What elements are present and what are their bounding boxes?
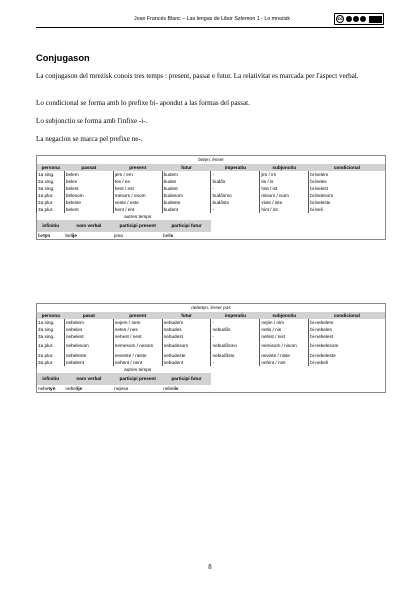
verbal-noun-cell: nebelije	[65, 385, 83, 391]
table-cell: veste / este	[113, 199, 162, 206]
table-cell: budeste	[162, 199, 211, 206]
table-cell: bi-beleste	[309, 199, 386, 206]
future-participle-cell: nebeliv	[163, 385, 179, 391]
table-cell: bi-belest	[309, 185, 386, 192]
table-cell: nehest / nest	[113, 333, 162, 340]
table-cell: bi-belem	[309, 171, 386, 178]
table-cell: -	[211, 185, 260, 192]
header-divider	[36, 27, 384, 28]
table-cell: nebeles	[64, 326, 113, 333]
table-cell: -	[211, 171, 260, 178]
column-header: pasat	[64, 312, 113, 319]
table-cell: tis / is	[260, 178, 309, 185]
column-header: condicional	[309, 164, 386, 171]
table-cell: belem	[64, 171, 113, 178]
table-cell: budős	[211, 178, 260, 185]
verbal-noun-cell: belije	[65, 232, 77, 238]
table-cell: nehint / nint	[260, 359, 309, 366]
table-cell: jim / im	[260, 171, 309, 178]
table-caption: nebetyn, èsser pas	[191, 305, 231, 311]
table-cell: bi-nebeleste	[309, 352, 386, 359]
column-header: participi futur	[162, 373, 211, 385]
table-cell: -	[211, 359, 260, 366]
table-row	[37, 171, 386, 178]
table-cell: nebelent	[64, 359, 113, 366]
column-header: present	[113, 164, 162, 171]
conjugation-table-betyn	[36, 155, 386, 240]
table-cell: 1a sing.	[37, 319, 65, 326]
table-cell: bi-beli	[309, 206, 386, 213]
table-cell: nebudősmo	[211, 340, 260, 352]
column-header: participi futur	[162, 220, 211, 232]
column-header: infinitiu	[37, 220, 65, 232]
column-header: participi present	[113, 373, 162, 385]
table-row	[37, 359, 386, 366]
column-header: subjonctiu	[260, 164, 309, 171]
table-cell: -	[211, 319, 260, 326]
table-cell: nebeleste	[64, 352, 113, 359]
table-cell: 1a sing.	[37, 171, 65, 178]
column-header: infinitiu	[37, 373, 65, 385]
table-cell: hint / int	[260, 206, 309, 213]
table-cell: nehent / nent	[113, 359, 162, 366]
table-cell: nebudest	[162, 333, 211, 340]
table-cell: nebudes	[162, 326, 211, 333]
infinitive-cell: nebetyn	[38, 385, 56, 391]
table-cell: 3a sing.	[37, 185, 65, 192]
table-row	[37, 232, 386, 240]
table-row	[37, 199, 386, 206]
future-participle-cell: beliv	[163, 232, 174, 238]
table-row	[37, 340, 386, 352]
table-cell: nemesom / nesom	[113, 340, 162, 352]
table-cell: 2a plur.	[37, 352, 65, 359]
table-cell: beleste	[64, 199, 113, 206]
column-header: futur	[162, 164, 211, 171]
table-cell: bi-beles	[309, 178, 386, 185]
column-header: present	[113, 312, 162, 319]
table-cell: hist / ist	[260, 185, 309, 192]
table-row	[37, 385, 386, 393]
column-header: persona	[37, 164, 65, 171]
table-cell: nebudeste	[162, 352, 211, 359]
table-cell: mesom / esom	[113, 192, 162, 199]
table-row	[37, 206, 386, 213]
table-cell: bi-nebeli	[309, 359, 386, 366]
table-row	[37, 192, 386, 199]
present-participle-cell: nejesa	[114, 385, 129, 391]
table-cell: nehist / nist	[260, 333, 309, 340]
column-header: nom verbal	[64, 373, 113, 385]
column-header: futur	[162, 312, 211, 319]
license-attribution-icons	[346, 16, 366, 22]
table-cell: 3a plur.	[37, 359, 65, 366]
table-row	[37, 319, 386, 326]
paragraph-subjunctive: Lo subjonctiu se forma amb l'infixe -i-.	[36, 117, 148, 125]
present-participle-cell: jesa	[114, 232, 123, 238]
column-header: subjonctiu	[260, 312, 309, 319]
table-cell: budem	[162, 171, 211, 178]
sub-caption: autres temps	[124, 213, 152, 219]
paragraph-conditional: Lo condicional se forma amb lo prefixe bi- apondut a las formas del passat.	[36, 99, 250, 107]
table-cell: budent	[162, 206, 211, 213]
table-cell: netes / nes	[113, 326, 162, 333]
table-cell: misom / isom	[260, 192, 309, 199]
table-cell: nebelem	[64, 319, 113, 326]
table-cell: nebelest	[64, 333, 113, 340]
table-row	[37, 185, 386, 192]
table-row	[37, 333, 386, 340]
table-cell: 1a plur.	[37, 192, 65, 199]
table-cell: 2a sing.	[37, 326, 65, 333]
sub-caption: autres temps	[124, 366, 152, 372]
table-cell: nebudősto	[211, 352, 260, 359]
table-cell: bi-nebeles	[309, 326, 386, 333]
table-cell: belesom	[64, 192, 113, 199]
table-cell: budősmo	[211, 192, 260, 199]
table-caption: betyn, èsser	[198, 157, 224, 163]
page-number: 8	[208, 564, 212, 571]
table-cell: tes / es	[113, 178, 162, 185]
table-cell: budősto	[211, 199, 260, 206]
table-cell: bi-nebelem	[309, 319, 386, 326]
table-cell: 2a sing.	[37, 178, 65, 185]
table-cell: belent	[64, 206, 113, 213]
table-cell: budest	[162, 185, 211, 192]
table-cell: viste / iste	[260, 199, 309, 206]
column-header: imperatiu	[211, 164, 260, 171]
table-cell: nemisom / nisom	[260, 340, 309, 352]
table-cell: jem / em	[113, 171, 162, 178]
table-cell: nejim / nim	[260, 319, 309, 326]
table-cell: 3a plur.	[37, 206, 65, 213]
table-cell: 2a plur.	[37, 199, 65, 206]
table-cell: 3a sing.	[37, 333, 65, 340]
table-cell: nebudesom	[162, 340, 211, 352]
table-row	[37, 178, 386, 185]
cc-logo-icon: cc	[337, 16, 343, 22]
table-cell: bi-nebelest	[309, 333, 386, 340]
table-cell: hent / ent	[113, 206, 162, 213]
table-cell: beles	[64, 178, 113, 185]
table-cell: neveste / neste	[113, 352, 162, 359]
table-cell: nebudem	[162, 319, 211, 326]
column-header: condicional	[309, 312, 386, 319]
conjugation-table-nebetyn	[36, 303, 386, 393]
infinitive-cell: betyn	[38, 232, 51, 238]
table-cell: neviste / niste	[260, 352, 309, 359]
table-cell: netis / nis	[260, 326, 309, 333]
table-cell: nebudent	[162, 359, 211, 366]
paragraph-negation: La negacion se marca pel prefixe ne-.	[36, 135, 143, 143]
page-header: Joan Francés Blanc – Las lengas de Libor Sztemon 1 - Lo mrezisk	[133, 16, 291, 22]
table-cell: budesom	[162, 192, 211, 199]
column-header: passat	[64, 164, 113, 171]
cc-license-icon	[334, 13, 384, 25]
table-cell: hest / est	[113, 185, 162, 192]
column-header: participi present	[113, 220, 162, 232]
table-cell: nebelesom	[64, 340, 113, 352]
table-cell: nebudős	[211, 326, 260, 333]
section-title: Conjugason	[36, 53, 90, 63]
paragraph-tenses: La conjugason del mrezisk conois tres temps : present, passat e futur. La relativitat es marcada per l'aspect verbal.	[36, 72, 359, 80]
table-cell: bi-belesom	[309, 192, 386, 199]
table-cell: -	[211, 206, 260, 213]
table-row	[37, 326, 386, 333]
column-header: nom verbal	[64, 220, 113, 232]
table-cell: budes	[162, 178, 211, 185]
table-cell: bi-nebelesom	[309, 340, 386, 352]
table-cell: nejem / nem	[113, 319, 162, 326]
table-row	[37, 352, 386, 359]
table-cell: -	[211, 333, 260, 340]
column-header: persona	[37, 312, 65, 319]
table-cell: 1a plur.	[37, 340, 65, 352]
table-cell: belest	[64, 185, 113, 192]
column-header: imperatiu	[211, 312, 260, 319]
license-label-band	[369, 16, 382, 23]
